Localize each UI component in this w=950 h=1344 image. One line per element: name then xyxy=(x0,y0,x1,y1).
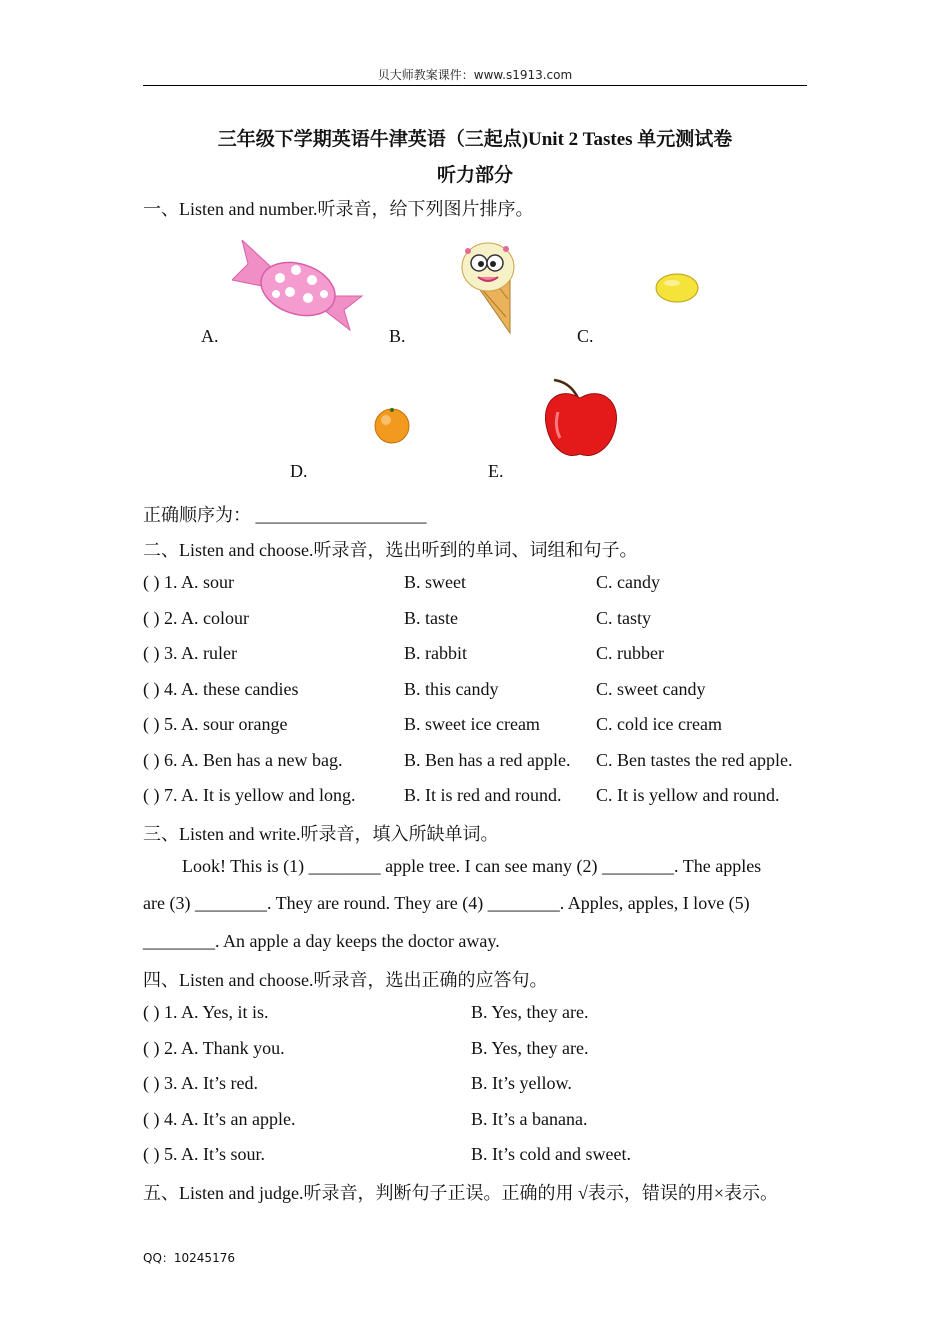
page-header: 贝大师教案课件：www.s1913.com xyxy=(377,68,573,82)
ice-cream-image xyxy=(458,237,520,335)
section5-heading: 五、Listen and judge.听录音，判断句子正误。正确的用 √表示，错误的用×表示。 xyxy=(143,1183,778,1203)
orange-image xyxy=(371,406,413,444)
passage-line-2: are (3) ________. They are round. They are (4) ________. Apples, apples, I love (5) xyxy=(143,893,750,913)
order-answer xyxy=(143,501,427,527)
s4-q2-option-b: B. Yes, they are. xyxy=(471,1038,589,1058)
s2-q1: ( ) 1. A. sour xyxy=(143,572,234,592)
s2-q4-option-c: C. sweet candy xyxy=(596,679,706,699)
page-title: 三年级下学期英语牛津英语（三起点)Unit 2 Tastes 单元测试卷 xyxy=(217,129,733,150)
apple-image xyxy=(540,378,622,462)
label-b: B. xyxy=(389,326,406,346)
s4-q5-option-b: B. It’s cold and sweet. xyxy=(471,1144,631,1164)
label-a: A. xyxy=(201,326,219,346)
label-d: D. xyxy=(290,461,308,481)
s2-q3-option-c: C. rubber xyxy=(596,643,664,663)
s2-q1-option-c: C. candy xyxy=(596,572,660,592)
s4-q3: ( ) 3. A. It’s red. xyxy=(143,1073,258,1093)
s4-q5: ( ) 5. A. It’s sour. xyxy=(143,1144,266,1164)
s2-q5-option-b: B. sweet ice cream xyxy=(404,714,540,734)
s2-q7: ( ) 7. A. It is yellow and long. xyxy=(143,785,356,805)
section4-heading: 四、Listen and choose.听录音，选出正确的应答句。 xyxy=(143,970,548,990)
s2-q7-option-c: C. It is yellow and round. xyxy=(596,785,780,805)
s2-q6-option-c: C. Ben tastes the red apple. xyxy=(596,750,793,770)
s2-q7-option-b: B. It is red and round. xyxy=(404,785,562,805)
passage-line-1: Look! This is (1) ________ apple tree. I can see many (2) ________. The apples xyxy=(182,856,762,876)
s4-q4: ( ) 4. A. It’s an apple. xyxy=(143,1109,296,1129)
order-label: 正确顺序为： xyxy=(143,505,251,525)
s2-q2: ( ) 2. A. colour xyxy=(143,608,249,628)
s2-q3: ( ) 3. A. ruler xyxy=(143,643,237,663)
page-subtitle: 听力部分 xyxy=(436,165,513,186)
section1-heading: 一、Listen and number.听录音，给下列图片排序。 xyxy=(143,199,534,219)
passage-line-3: ________. An apple a day keeps the doctor away. xyxy=(143,931,500,951)
s2-q2-option-b: B. taste xyxy=(404,608,458,628)
label-c: C. xyxy=(577,326,594,346)
s4-q3-option-b: B. It’s yellow. xyxy=(471,1073,572,1093)
s2-q5-option-c: C. cold ice cream xyxy=(596,714,722,734)
section2-heading: 二、Listen and choose.听录音，选出听到的单词、词组和句子。 xyxy=(143,540,638,560)
s2-q4: ( ) 4. A. these candies xyxy=(143,679,299,699)
s4-q2: ( ) 2. A. Thank you. xyxy=(143,1038,285,1058)
s2-q6: ( ) 6. A. Ben has a new bag. xyxy=(143,750,343,770)
s2-q6-option-b: B. Ben has a red apple. xyxy=(404,750,571,770)
s4-q1-option-b: B. Yes, they are. xyxy=(471,1002,589,1022)
section3-heading: 三、Listen and write.听录音，填入所缺单词。 xyxy=(143,824,499,844)
lemon-image xyxy=(654,271,700,305)
s4-q4-option-b: B. It’s a banana. xyxy=(471,1109,588,1129)
page-footer: QQ：10245176 xyxy=(143,1251,235,1265)
s2-q3-option-b: B. rabbit xyxy=(404,643,467,663)
s2-q1-option-b: B. sweet xyxy=(404,572,466,592)
order-blank: ___________________ xyxy=(255,505,427,525)
label-e: E. xyxy=(488,461,504,481)
s4-q1: ( ) 1. A. Yes, it is. xyxy=(143,1002,269,1022)
s2-q2-option-c: C. tasty xyxy=(596,608,652,628)
header-rule xyxy=(143,85,807,86)
s2-q5: ( ) 5. A. sour orange xyxy=(143,714,288,734)
s2-q4-option-b: B. this candy xyxy=(404,679,499,699)
candy-image xyxy=(232,240,364,332)
